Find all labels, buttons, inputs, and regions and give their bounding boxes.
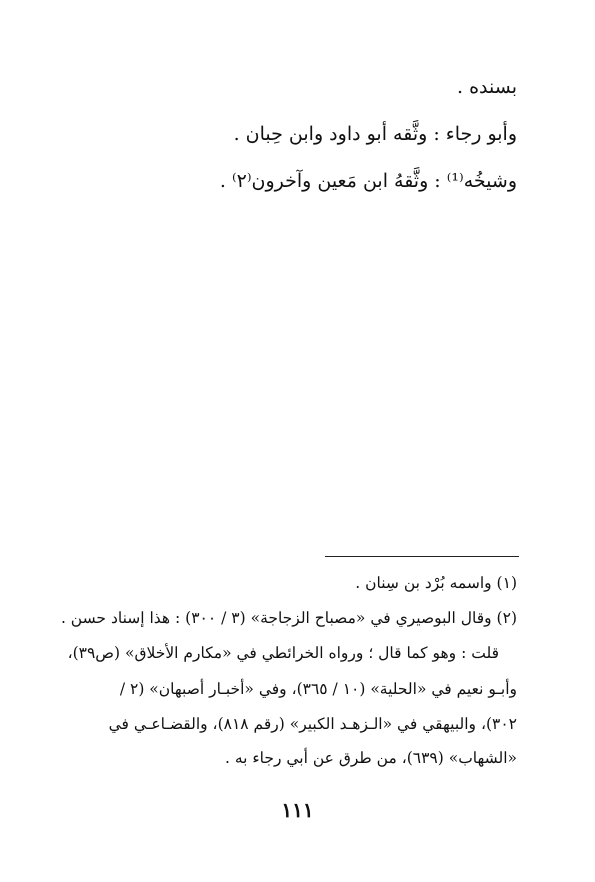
main-text-line-3: وشيخُه⁽¹⁾ : وثَّقهُ ابن مَعين وآخرون⁽٢⁾ . xyxy=(219,170,517,192)
footnote-2-line-2: قلت : وهو كما قال ؛ ورواه الخرائطي في «مكارم الأخلاق» (ص٣٩)، xyxy=(67,644,499,662)
main-text-line-2: وأبو رجاء : وثَّقه أبو داود وابن حِبان . xyxy=(233,123,517,145)
footnote-2-line-3: وأبـو نعيم في «الحلية» (١٠ / ٣٦٥)، وفي «أخبـار أصبهان» (٢ / xyxy=(119,680,517,698)
footnote-2-line-1: (٢) وقال البوصيري في «مصباح الزجاجة» (٣ / ٣٠٠) : هذا إسناد حسن . xyxy=(60,609,517,627)
footnote-2-line-4: ٣٠٢)، والبيهقي في «الـزهـد الكبير» (رقم ٨١٨)، والقضـاعـي في xyxy=(108,715,517,733)
footnotes xyxy=(60,0,517,882)
footnote-2-line-5: «الشهاب» (٦٣٩)، من طرق عن أبي رجاء به . xyxy=(224,749,517,767)
page-number: ١١١ xyxy=(281,798,314,822)
footnote-1: (١) واسمه بُرْد بن سِنان . xyxy=(355,574,517,592)
main-text-line-1: بسنده . xyxy=(457,76,517,98)
